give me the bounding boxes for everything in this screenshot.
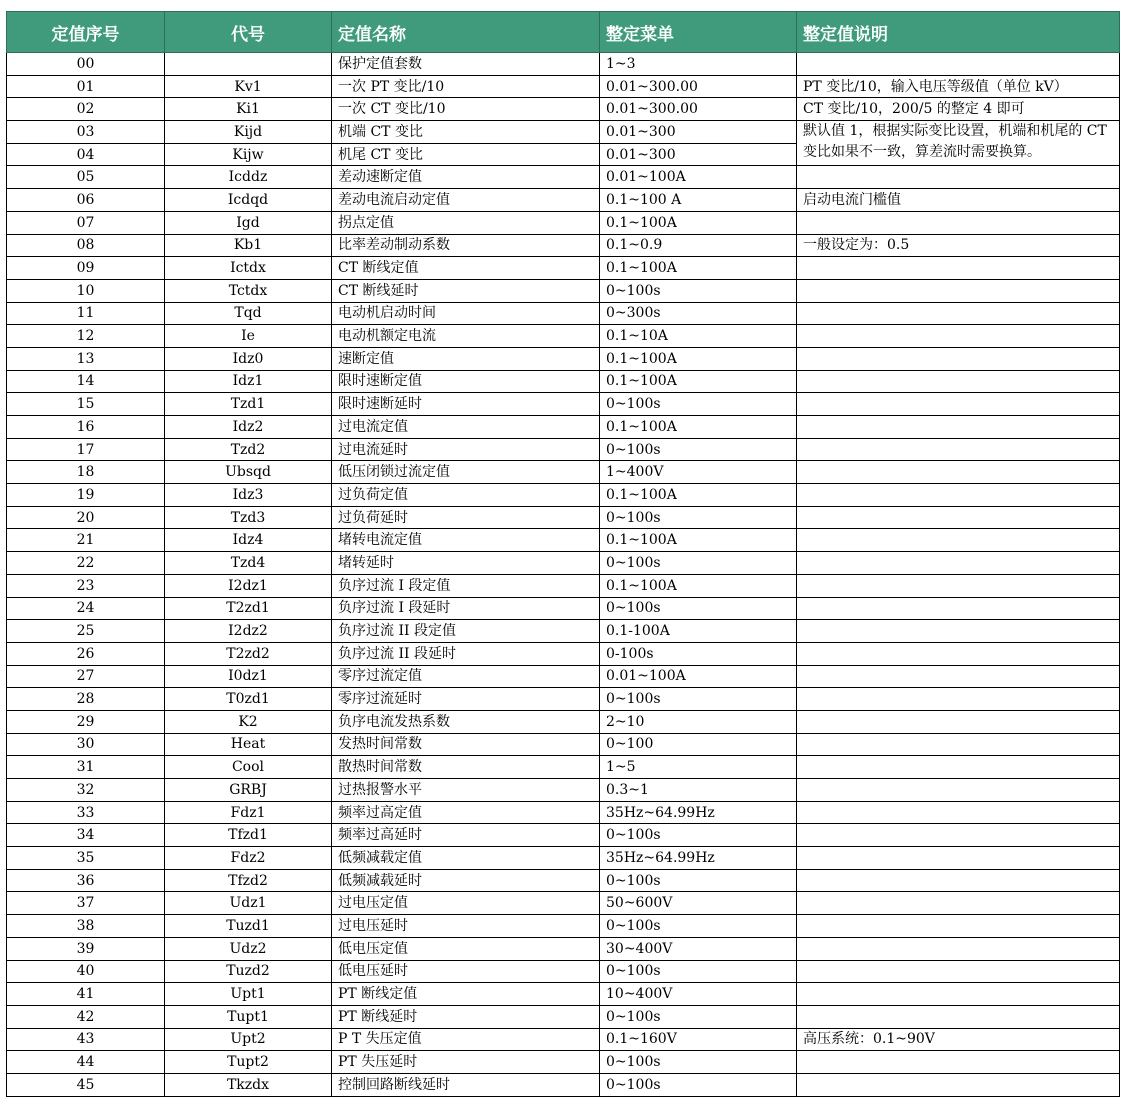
cell-setting-range: 1~3 <box>600 53 797 76</box>
cell-setting-range: 0.01~100A <box>600 665 797 688</box>
cell-setting-name: 机尾 CT 变比 <box>332 143 600 166</box>
cell-setting-no: 18 <box>7 461 165 484</box>
cell-setting-note <box>797 983 1120 1006</box>
cell-setting-range: 0~100s <box>600 552 797 575</box>
cell-setting-name: 速断定值 <box>332 347 600 370</box>
cell-setting-note <box>797 1005 1120 1028</box>
cell-setting-name: 频率过高延时 <box>332 824 600 847</box>
cell-setting-range: 0~100s <box>600 1005 797 1028</box>
cell-setting-no: 27 <box>7 665 165 688</box>
cell-setting-note <box>797 529 1120 552</box>
cell-code: Tzd4 <box>165 552 332 575</box>
cell-setting-range: 0.01~300.00 <box>600 98 797 121</box>
cell-code: Upt1 <box>165 983 332 1006</box>
cell-setting-note <box>797 416 1120 439</box>
cell-setting-no: 21 <box>7 529 165 552</box>
cell-setting-name: 过负荷定值 <box>332 484 600 507</box>
table-row <box>7 347 1120 370</box>
table-row <box>7 325 1120 348</box>
cell-setting-no: 11 <box>7 302 165 325</box>
cell-setting-name: 低频减载定值 <box>332 847 600 870</box>
table-row <box>7 915 1120 938</box>
table-row <box>7 597 1120 620</box>
cell-setting-name: CT 断线定值 <box>332 257 600 280</box>
cell-setting-no: 39 <box>7 937 165 960</box>
cell-setting-range: 0-100s <box>600 642 797 665</box>
cell-setting-range: 35Hz~64.99Hz <box>600 847 797 870</box>
cell-setting-no: 28 <box>7 688 165 711</box>
cell-setting-name: 过电流定值 <box>332 416 600 439</box>
cell-setting-name: 控制回路断线延时 <box>332 1073 600 1096</box>
cell-code: Tfzd1 <box>165 824 332 847</box>
table-row <box>7 189 1120 212</box>
cell-setting-range: 0.1~160V <box>600 1028 797 1051</box>
cell-setting-name: 一次 CT 变比/10 <box>332 98 600 121</box>
cell-setting-no: 13 <box>7 347 165 370</box>
cell-setting-range: 0.1-100A <box>600 620 797 643</box>
table-row <box>7 620 1120 643</box>
cell-code: Ictdx <box>165 257 332 280</box>
cell-code: Tzd3 <box>165 506 332 529</box>
table-row <box>7 710 1120 733</box>
cell-code: Tupt2 <box>165 1051 332 1074</box>
cell-setting-note <box>797 869 1120 892</box>
cell-setting-range: 50~600V <box>600 892 797 915</box>
table-row <box>7 121 1120 144</box>
table-row <box>7 416 1120 439</box>
cell-setting-note <box>797 892 1120 915</box>
cell-setting-range: 0~100s <box>600 1073 797 1096</box>
table-row <box>7 438 1120 461</box>
cell-setting-no: 12 <box>7 325 165 348</box>
cell-setting-note <box>797 461 1120 484</box>
table-row <box>7 1028 1120 1051</box>
cell-setting-name: 一次 PT 变比/10 <box>332 75 600 98</box>
cell-setting-note <box>797 847 1120 870</box>
cell-setting-range: 0.1~100A <box>600 484 797 507</box>
cell-setting-range: 0.1~0.9 <box>600 234 797 257</box>
table-row <box>7 688 1120 711</box>
cell-setting-name: 负序过流 II 段延时 <box>332 642 600 665</box>
cell-setting-no: 29 <box>7 710 165 733</box>
table-row <box>7 824 1120 847</box>
cell-setting-no: 22 <box>7 552 165 575</box>
cell-setting-no: 10 <box>7 279 165 302</box>
cell-setting-name: 电动机启动时间 <box>332 302 600 325</box>
cell-setting-name: 低频减载延时 <box>332 869 600 892</box>
cell-setting-note <box>797 779 1120 802</box>
cell-setting-range: 0.1~100A <box>600 257 797 280</box>
cell-code: Udz2 <box>165 937 332 960</box>
table-row <box>7 733 1120 756</box>
cell-setting-no: 23 <box>7 574 165 597</box>
cell-setting-no: 45 <box>7 1073 165 1096</box>
cell-setting-note <box>797 733 1120 756</box>
cell-setting-name: 低电压定值 <box>332 937 600 960</box>
cell-setting-no: 30 <box>7 733 165 756</box>
table-row <box>7 98 1120 121</box>
cell-setting-no: 34 <box>7 824 165 847</box>
cell-setting-range: 0.1~100A <box>600 574 797 597</box>
header-setting-range: 整定菜单 <box>600 12 797 53</box>
table-row <box>7 552 1120 575</box>
settings-table <box>6 11 1120 1097</box>
table-row <box>7 779 1120 802</box>
cell-setting-range: 0~100s <box>600 506 797 529</box>
table-row <box>7 461 1120 484</box>
cell-setting-name: 过负荷延时 <box>332 506 600 529</box>
cell-setting-range: 0~100s <box>600 1051 797 1074</box>
cell-setting-range: 0~300s <box>600 302 797 325</box>
cell-setting-name: PT 断线定值 <box>332 983 600 1006</box>
cell-setting-no: 31 <box>7 756 165 779</box>
cell-setting-range: 0.01~300 <box>600 121 797 144</box>
cell-setting-name: 负序过流 I 段延时 <box>332 597 600 620</box>
table-row <box>7 506 1120 529</box>
cell-setting-no: 25 <box>7 620 165 643</box>
cell-setting-range: 10~400V <box>600 983 797 1006</box>
cell-setting-note <box>797 574 1120 597</box>
table-row <box>7 756 1120 779</box>
cell-setting-note <box>797 347 1120 370</box>
cell-code: Udz1 <box>165 892 332 915</box>
cell-setting-no: 04 <box>7 143 165 166</box>
table-row <box>7 279 1120 302</box>
cell-code: Kv1 <box>165 75 332 98</box>
cell-setting-note <box>797 915 1120 938</box>
cell-setting-range: 1~400V <box>600 461 797 484</box>
cell-setting-no: 24 <box>7 597 165 620</box>
cell-code: Kb1 <box>165 234 332 257</box>
cell-setting-range: 0~100s <box>600 915 797 938</box>
table-row <box>7 869 1120 892</box>
table-row <box>7 847 1120 870</box>
cell-setting-no: 01 <box>7 75 165 98</box>
cell-setting-name: 限时速断定值 <box>332 370 600 393</box>
cell-setting-no: 32 <box>7 779 165 802</box>
cell-setting-note: 一般设定为：0.5 <box>797 234 1120 257</box>
cell-setting-range: 0~100s <box>600 824 797 847</box>
cell-setting-note <box>797 801 1120 824</box>
cell-setting-range: 0~100s <box>600 960 797 983</box>
cell-setting-range: 0.01~100A <box>600 166 797 189</box>
cell-code: T0zd1 <box>165 688 332 711</box>
cell-setting-name: 堵转延时 <box>332 552 600 575</box>
cell-code: Tuzd2 <box>165 960 332 983</box>
cell-code: Tzd2 <box>165 438 332 461</box>
cell-code: Idz3 <box>165 484 332 507</box>
table-row <box>7 937 1120 960</box>
cell-setting-note <box>797 257 1120 280</box>
cell-setting-name: 拐点定值 <box>332 211 600 234</box>
table-row <box>7 801 1120 824</box>
table-row <box>7 1051 1120 1074</box>
cell-setting-note <box>797 710 1120 733</box>
cell-setting-no: 06 <box>7 189 165 212</box>
cell-setting-no: 08 <box>7 234 165 257</box>
cell-setting-note <box>797 302 1120 325</box>
table-row <box>7 574 1120 597</box>
cell-setting-no: 02 <box>7 98 165 121</box>
table-row <box>7 529 1120 552</box>
cell-setting-name: 保护定值套数 <box>332 53 600 76</box>
cell-setting-no: 42 <box>7 1005 165 1028</box>
cell-code: Ubsqd <box>165 461 332 484</box>
cell-code: Idz0 <box>165 347 332 370</box>
cell-code: K2 <box>165 710 332 733</box>
cell-setting-range: 0.1~100A <box>600 370 797 393</box>
cell-setting-range: 0.1~100A <box>600 416 797 439</box>
cell-code: T2zd1 <box>165 597 332 620</box>
cell-setting-note <box>797 937 1120 960</box>
cell-code: Upt2 <box>165 1028 332 1051</box>
cell-setting-range: 0~100s <box>600 438 797 461</box>
cell-setting-range: 0.1~100A <box>600 529 797 552</box>
cell-setting-no: 09 <box>7 257 165 280</box>
cell-code: GRBJ <box>165 779 332 802</box>
cell-setting-no: 17 <box>7 438 165 461</box>
cell-setting-name: 过热报警水平 <box>332 779 600 802</box>
cell-setting-note <box>797 597 1120 620</box>
cell-setting-range: 0.1~100A <box>600 347 797 370</box>
cell-setting-name: 频率过高定值 <box>332 801 600 824</box>
table-row <box>7 983 1120 1006</box>
cell-setting-range: 35Hz~64.99Hz <box>600 801 797 824</box>
cell-setting-name: 零序过流延时 <box>332 688 600 711</box>
cell-setting-name: PT 失压延时 <box>332 1051 600 1074</box>
cell-code: Tkzdx <box>165 1073 332 1096</box>
cell-setting-range: 0.01~300.00 <box>600 75 797 98</box>
cell-setting-name: 过电流延时 <box>332 438 600 461</box>
cell-setting-note <box>797 393 1120 416</box>
table-row <box>7 1073 1120 1096</box>
cell-setting-range: 0.1~10A <box>600 325 797 348</box>
cell-setting-note <box>797 688 1120 711</box>
cell-code: Tupt1 <box>165 1005 332 1028</box>
cell-code: Igd <box>165 211 332 234</box>
cell-setting-note <box>797 620 1120 643</box>
cell-setting-name: 限时速断延时 <box>332 393 600 416</box>
cell-setting-range: 0.1~100 A <box>600 189 797 212</box>
cell-setting-name: 比率差动制动系数 <box>332 234 600 257</box>
cell-setting-note <box>797 279 1120 302</box>
cell-setting-range: 0.3~1 <box>600 779 797 802</box>
cell-setting-no: 03 <box>7 121 165 144</box>
table-row <box>7 257 1120 280</box>
cell-code: Idz2 <box>165 416 332 439</box>
cell-setting-no: 40 <box>7 960 165 983</box>
cell-setting-note <box>797 325 1120 348</box>
cell-setting-name: 低电压延时 <box>332 960 600 983</box>
cell-setting-no: 44 <box>7 1051 165 1074</box>
cell-setting-range: 0~100s <box>600 688 797 711</box>
header-setting-no: 定值序号 <box>7 12 165 53</box>
cell-setting-note <box>797 642 1120 665</box>
cell-setting-name: 散热时间常数 <box>332 756 600 779</box>
cell-setting-range: 2~10 <box>600 710 797 733</box>
cell-code: Fdz1 <box>165 801 332 824</box>
cell-setting-no: 19 <box>7 484 165 507</box>
cell-setting-no: 00 <box>7 53 165 76</box>
cell-code: Idz4 <box>165 529 332 552</box>
table-row <box>7 642 1120 665</box>
cell-setting-no: 15 <box>7 393 165 416</box>
cell-setting-note <box>797 1051 1120 1074</box>
table-row <box>7 370 1120 393</box>
cell-code: Heat <box>165 733 332 756</box>
cell-code: Icddz <box>165 166 332 189</box>
table-header <box>7 12 1120 53</box>
cell-setting-name: P T 失压定值 <box>332 1028 600 1051</box>
cell-setting-note <box>797 824 1120 847</box>
cell-code: Kijd <box>165 121 332 144</box>
table-row <box>7 960 1120 983</box>
cell-setting-name: 过电压延时 <box>332 915 600 938</box>
cell-setting-name: 发热时间常数 <box>332 733 600 756</box>
cell-code: Tqd <box>165 302 332 325</box>
cell-setting-range: 0.01~300 <box>600 143 797 166</box>
cell-code: Ki1 <box>165 98 332 121</box>
header-row <box>7 12 1120 53</box>
cell-setting-no: 26 <box>7 642 165 665</box>
table-row <box>7 1005 1120 1028</box>
cell-setting-note <box>797 438 1120 461</box>
header-setting-name: 定值名称 <box>332 12 600 53</box>
cell-setting-no: 35 <box>7 847 165 870</box>
cell-setting-name: CT 断线延时 <box>332 279 600 302</box>
cell-setting-note <box>797 484 1120 507</box>
cell-setting-no: 37 <box>7 892 165 915</box>
cell-setting-note <box>797 756 1120 779</box>
table-row <box>7 166 1120 189</box>
cell-setting-name: 堵转电流定值 <box>332 529 600 552</box>
cell-code: I2dz1 <box>165 574 332 597</box>
cell-setting-no: 33 <box>7 801 165 824</box>
cell-setting-name: 负序过流 I 段定值 <box>332 574 600 597</box>
cell-code: Fdz2 <box>165 847 332 870</box>
cell-setting-no: 20 <box>7 506 165 529</box>
cell-setting-range: 30~400V <box>600 937 797 960</box>
cell-code: Kijw <box>165 143 332 166</box>
cell-setting-note <box>797 211 1120 234</box>
cell-setting-no: 41 <box>7 983 165 1006</box>
cell-setting-no: 43 <box>7 1028 165 1051</box>
cell-setting-range: 0.1~100A <box>600 211 797 234</box>
cell-code: I0dz1 <box>165 665 332 688</box>
cell-setting-note: 默认值 1，根据实际变比设置，机端和机尾的 CT 变比如果不一致，算差流时需要换算。 <box>797 121 1120 166</box>
cell-setting-range: 0~100s <box>600 393 797 416</box>
cell-setting-no: 38 <box>7 915 165 938</box>
cell-setting-name: 电动机额定电流 <box>332 325 600 348</box>
cell-code: Tzd1 <box>165 393 332 416</box>
cell-code: I2dz2 <box>165 620 332 643</box>
table-row <box>7 665 1120 688</box>
cell-code: T2zd2 <box>165 642 332 665</box>
table-body <box>7 53 1120 1097</box>
cell-code: Tfzd2 <box>165 869 332 892</box>
cell-setting-range: 0~100 <box>600 733 797 756</box>
cell-setting-note <box>797 960 1120 983</box>
cell-setting-name: 零序过流定值 <box>332 665 600 688</box>
cell-setting-note: PT 变比/10，输入电压等级值（单位 kV） <box>797 75 1120 98</box>
header-setting-note: 整定值说明 <box>797 12 1120 53</box>
table-row <box>7 211 1120 234</box>
cell-setting-range: 0~100s <box>600 279 797 302</box>
cell-setting-no: 16 <box>7 416 165 439</box>
cell-setting-note <box>797 506 1120 529</box>
header-code: 代号 <box>165 12 332 53</box>
cell-code: Icdqd <box>165 189 332 212</box>
cell-setting-name: 低压闭锁过流定值 <box>332 461 600 484</box>
cell-setting-no: 05 <box>7 166 165 189</box>
cell-setting-note <box>797 166 1120 189</box>
table-row <box>7 53 1120 76</box>
cell-setting-note: 启动电流门槛值 <box>797 189 1120 212</box>
cell-setting-name: 负序电流发热系数 <box>332 710 600 733</box>
cell-setting-note: CT 变比/10，200/5 的整定 4 即可 <box>797 98 1120 121</box>
cell-code: Cool <box>165 756 332 779</box>
cell-setting-range: 1~5 <box>600 756 797 779</box>
cell-setting-no: 14 <box>7 370 165 393</box>
cell-setting-note <box>797 665 1120 688</box>
cell-setting-name: 过电压定值 <box>332 892 600 915</box>
table-row <box>7 302 1120 325</box>
cell-code: Tctdx <box>165 279 332 302</box>
cell-setting-range: 0~100s <box>600 869 797 892</box>
cell-setting-note <box>797 552 1120 575</box>
cell-setting-range: 0~100s <box>600 597 797 620</box>
cell-setting-name: 机端 CT 变比 <box>332 121 600 144</box>
table-row <box>7 393 1120 416</box>
cell-setting-name: 差动电流启动定值 <box>332 189 600 212</box>
cell-code: Ie <box>165 325 332 348</box>
cell-setting-no: 36 <box>7 869 165 892</box>
cell-code: Idz1 <box>165 370 332 393</box>
cell-setting-note <box>797 53 1120 76</box>
table-row <box>7 892 1120 915</box>
cell-setting-note <box>797 1073 1120 1096</box>
cell-code <box>165 53 332 76</box>
table-row <box>7 484 1120 507</box>
cell-setting-name: 负序过流 II 段定值 <box>332 620 600 643</box>
cell-code: Tuzd1 <box>165 915 332 938</box>
cell-setting-note <box>797 370 1120 393</box>
table-row <box>7 75 1120 98</box>
cell-setting-no: 07 <box>7 211 165 234</box>
cell-setting-name: PT 断线延时 <box>332 1005 600 1028</box>
table-row <box>7 234 1120 257</box>
cell-setting-name: 差动速断定值 <box>332 166 600 189</box>
cell-setting-note: 高压系统：0.1~90V <box>797 1028 1120 1051</box>
